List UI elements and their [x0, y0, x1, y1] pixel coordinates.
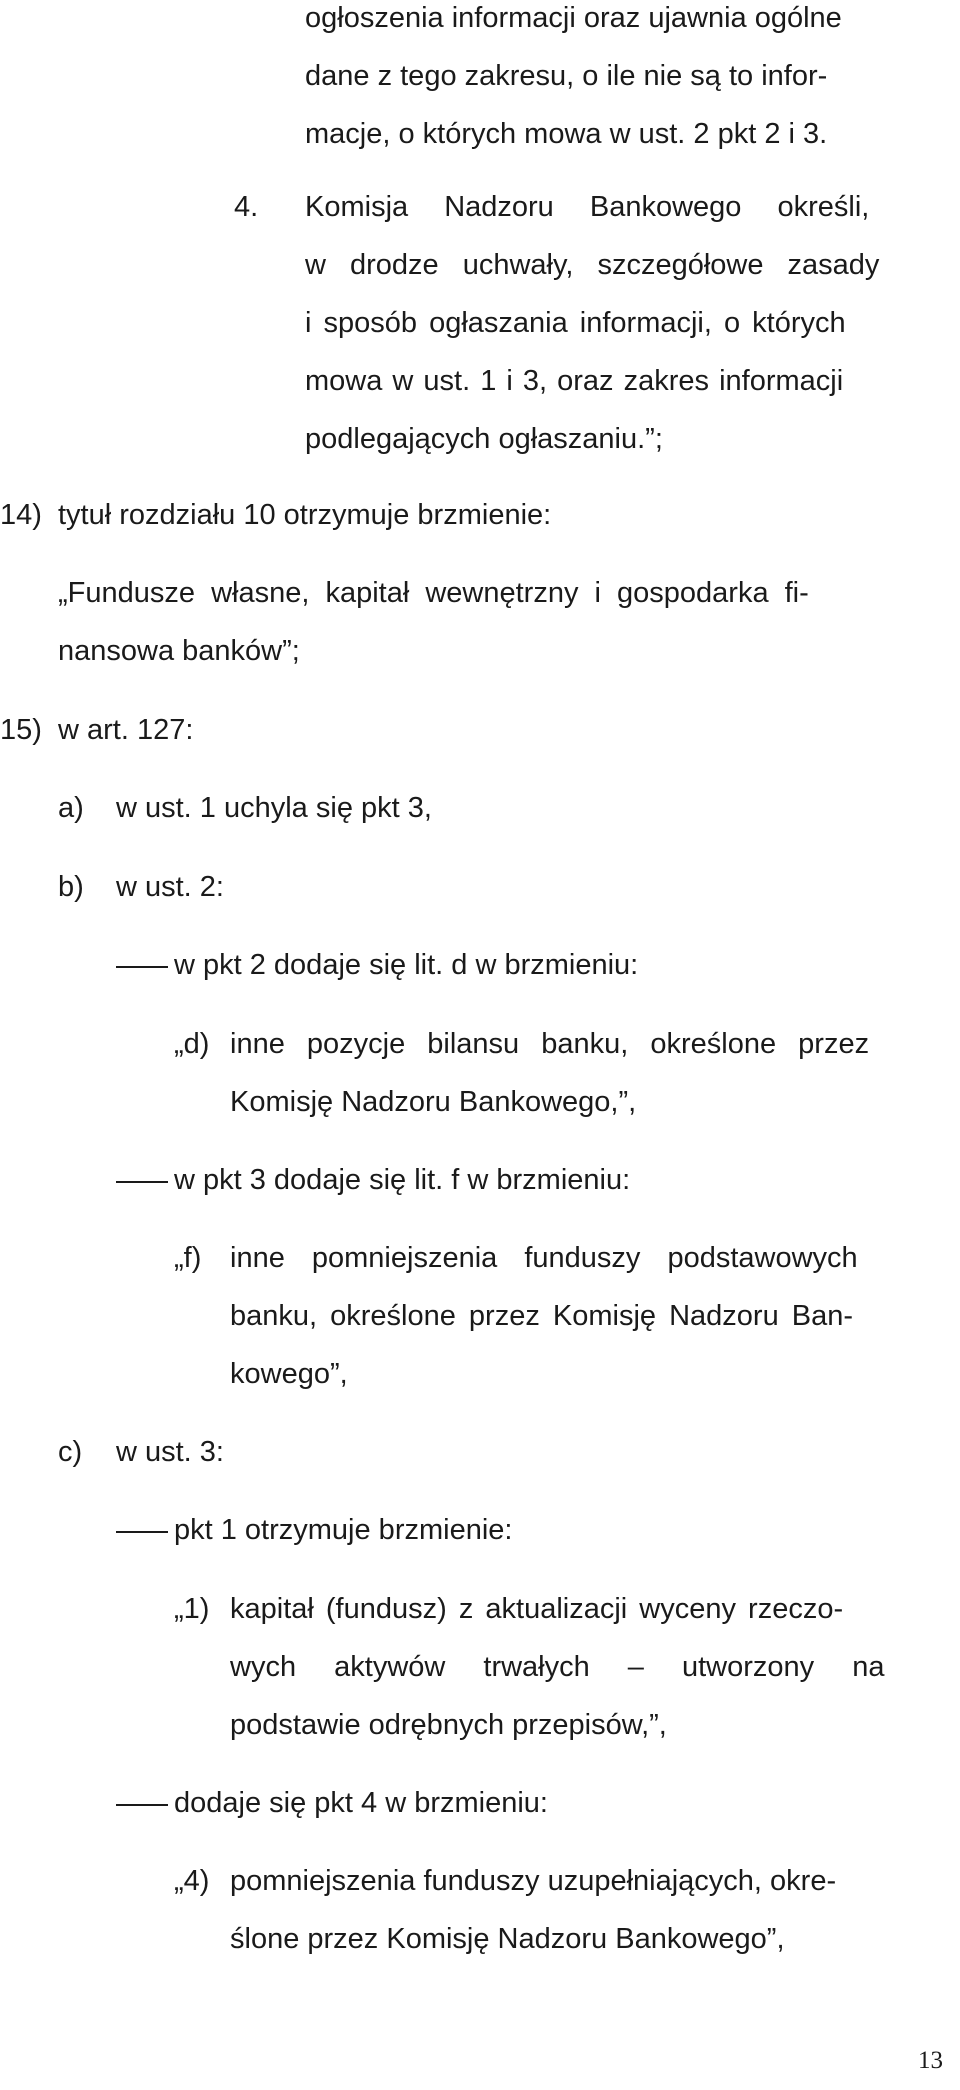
text-line: podlegających ogłaszaniu.”;	[305, 423, 663, 455]
dash-text: w pkt 3 dodaje się lit. f w brzmieniu:	[174, 1164, 631, 1196]
quote-line: ślone przez Komisję Nadzoru Bankowego”,	[230, 1923, 785, 1955]
sub-text: w ust. 2:	[116, 871, 224, 903]
quote-label: „4)	[174, 1865, 210, 1897]
quote-line: kowego”,	[230, 1358, 348, 1390]
text-line: macje, o których mowa w ust. 2 pkt 2 i 3.	[305, 118, 828, 150]
text-line: ogłoszenia informacji oraz ujawnia ogólne	[305, 2, 842, 34]
dash-bullet	[116, 1181, 168, 1183]
item-text: w art. 127:	[58, 714, 194, 746]
text-line-content: Komisja Nadzoru Bankowego określi,	[305, 191, 870, 223]
item-number: 4.	[234, 191, 259, 223]
sub-label: c)	[58, 1436, 83, 1468]
quote-line: inne pozycje bilansu banku, określone przez	[230, 1028, 870, 1060]
page-number: 13	[918, 2047, 943, 2074]
sub-label: a)	[58, 792, 84, 824]
item-text: tytuł rozdziału 10 otrzymuje brzmienie:	[58, 499, 552, 531]
sub-text: w ust. 1 uchyla się pkt 3,	[116, 792, 432, 824]
quote-line: Komisję Nadzoru Bankowego,”,	[230, 1086, 637, 1118]
quote-label: „d)	[174, 1028, 210, 1060]
dash-bullet	[116, 1531, 168, 1533]
quote-line: podstawie odrębnych przepisów,”,	[230, 1709, 667, 1741]
item-number: 15)	[0, 714, 42, 746]
item-number: 14)	[0, 499, 42, 531]
sub-label: b)	[58, 871, 84, 903]
text-line: w drodze uchwały, szczegółowe zasady	[305, 249, 880, 281]
text-line: dane z tego zakresu, o ile nie są to infor-	[305, 60, 828, 92]
quote-line: kapitał (fundusz) z aktualizacji wyceny rzeczo-	[230, 1593, 844, 1625]
dash-bullet	[116, 966, 168, 968]
text-line: mowa w ust. 1 i 3, oraz zakres informacji	[305, 365, 844, 397]
text-line	[305, 189, 960, 225]
quote-label: „f)	[174, 1242, 202, 1274]
quote-line: wych aktywów trwałych – utworzony na	[230, 1651, 885, 1683]
quote-line: banku, określone przez Komisję Nadzoru Ban-	[230, 1300, 854, 1332]
quote-line: „Fundusze własne, kapitał wewnętrzny i gospodarka fi-	[58, 577, 809, 609]
dash-text: w pkt 2 dodaje się lit. d w brzmieniu:	[174, 949, 639, 981]
quote-line: nansowa banków”;	[58, 635, 300, 667]
sub-text: w ust. 3:	[116, 1436, 224, 1468]
text-line: i sposób ogłaszania informacji, o których	[305, 307, 846, 339]
quote-line: inne pomniejszenia funduszy podstawowych	[230, 1242, 858, 1274]
dash-bullet	[116, 1804, 168, 1806]
quote-label: „1)	[174, 1593, 210, 1625]
dash-text: dodaje się pkt 4 w brzmieniu:	[174, 1787, 548, 1819]
quote-line: pomniejszenia funduszy uzupełniających, okre-	[230, 1865, 837, 1897]
dash-text: pkt 1 otrzymuje brzmienie:	[174, 1514, 513, 1546]
